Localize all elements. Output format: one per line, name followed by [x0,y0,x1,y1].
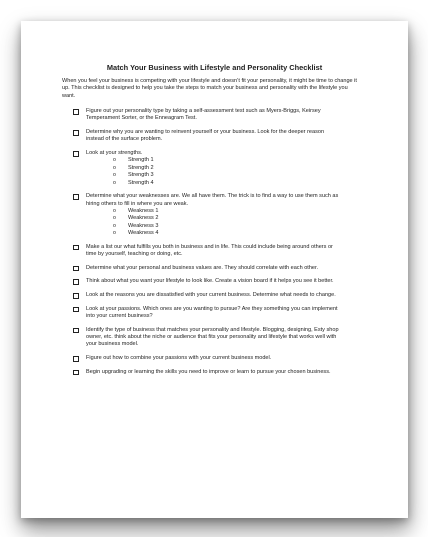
circle-bullet-icon: o [113,164,116,171]
sub-list-item [86,157,342,164]
sub-list-item-text: Strength 3 [128,172,154,179]
sub-list-item [86,165,342,172]
checklist-item [21,108,342,123]
checklist-item-text: Figure out your personality type by taking a self-assessment test such as Myers-Briggs, Keirsey Temperament Sorter, or the Enneagram Test. [86,108,321,122]
checklist [21,108,408,382]
checklist-item [21,265,342,272]
checkbox-icon[interactable] [73,151,79,157]
checkbox-icon[interactable] [73,307,79,313]
checklist-item-text: Figure out how to combine your passions with your current business model. [86,355,272,362]
checkbox-icon[interactable] [73,328,79,334]
sub-list [86,208,342,238]
circle-bullet-icon: o [113,208,116,215]
checkbox-icon[interactable] [73,266,79,272]
document-page [21,21,408,518]
checkbox-icon[interactable] [73,245,79,251]
checkbox-icon[interactable] [73,370,79,376]
checklist-item [21,193,342,237]
checkbox-icon[interactable] [73,279,79,285]
circle-bullet-icon: o [113,215,116,222]
checklist-item-text: Determine what your personal and business values are. They should correlate with each other. [86,264,319,271]
checklist-item [21,129,342,144]
checkbox-icon[interactable] [73,194,79,200]
sub-list-item-text: Strength 2 [128,164,154,171]
sub-list-item-text: Weakness 4 [128,230,159,237]
circle-bullet-icon: o [113,172,116,179]
intro-paragraph: When you feel your business is competing with your lifestyle and doesn’t fit your personality, it might be time to change it up. This checklist is designed to help you take the steps to match your business and personality with the lifestyle you want. [62,78,357,99]
sub-list-item-text: Strength 4 [128,179,154,186]
checklist-item [21,306,342,321]
checklist-item [21,244,342,259]
sub-list-item [86,215,342,222]
circle-bullet-icon: o [113,179,116,186]
sub-list-item-text: Weakness 2 [128,215,159,222]
sub-list-item-text: Weakness 3 [128,222,159,229]
checklist-item-text: Think about what you want your lifestyle to look like. Create a vision board if it helps you see it better. [86,278,334,285]
checklist-item-text: Make a list our what fulfills you both in business and in life. This could include being around others or time by yourself, teaching or doing, etc. [86,243,333,258]
checklist-item-text: Determine what your weaknesses are. We all have them. The trick is to find a way to use them such as hiring others to fill in where you are weak. [86,193,339,207]
checkbox-icon[interactable] [73,293,79,299]
sub-list-item [86,230,342,237]
sub-list-item [86,223,342,230]
document-title: Match Your Business with Lifestyle and Personality Checklist [106,63,323,72]
checklist-item [21,278,342,285]
checkbox-icon[interactable] [73,130,79,136]
checklist-item-text: Look at the reasons you are dissatisfied with your current business. Determine what needs to change. [86,292,336,299]
checkbox-icon[interactable] [73,109,79,115]
checklist-item [21,150,342,187]
checklist-item-text: Look at your strengths. [86,150,143,156]
checklist-item-text: Look at your passions. Which ones are you wanting to pursue? Are they something you can implement into your current business? [86,305,338,320]
checklist-item [21,369,342,376]
sub-list-item-text: Weakness 1 [128,208,159,215]
sub-list-item [86,208,342,215]
checkbox-icon[interactable] [73,356,79,362]
sub-list [86,157,342,187]
sub-list-item [86,180,342,187]
checklist-item [21,327,342,349]
circle-bullet-icon: o [113,230,116,237]
sub-list-item [86,172,342,179]
checklist-item [21,355,342,362]
checklist-item [21,292,342,299]
sub-list-item-text: Strength 1 [128,157,154,164]
checklist-item-text: Determine why you are wanting to reinvent yourself or your business. Look for the deeper reason instead of the surface problem. [86,129,325,143]
circle-bullet-icon: o [113,222,116,229]
checklist-item-text: Begin upgrading or learning the skills you need to improve or learn to pursue your chosen business. [86,368,331,375]
checklist-item-text: Identify the type of business that matches your personality and lifestyle. Blogging, designing, Esty shop owner, etc. think about the niche or audience that fits your personality and lifestyle that works well with your business model. [86,326,339,348]
circle-bullet-icon: o [113,157,116,164]
